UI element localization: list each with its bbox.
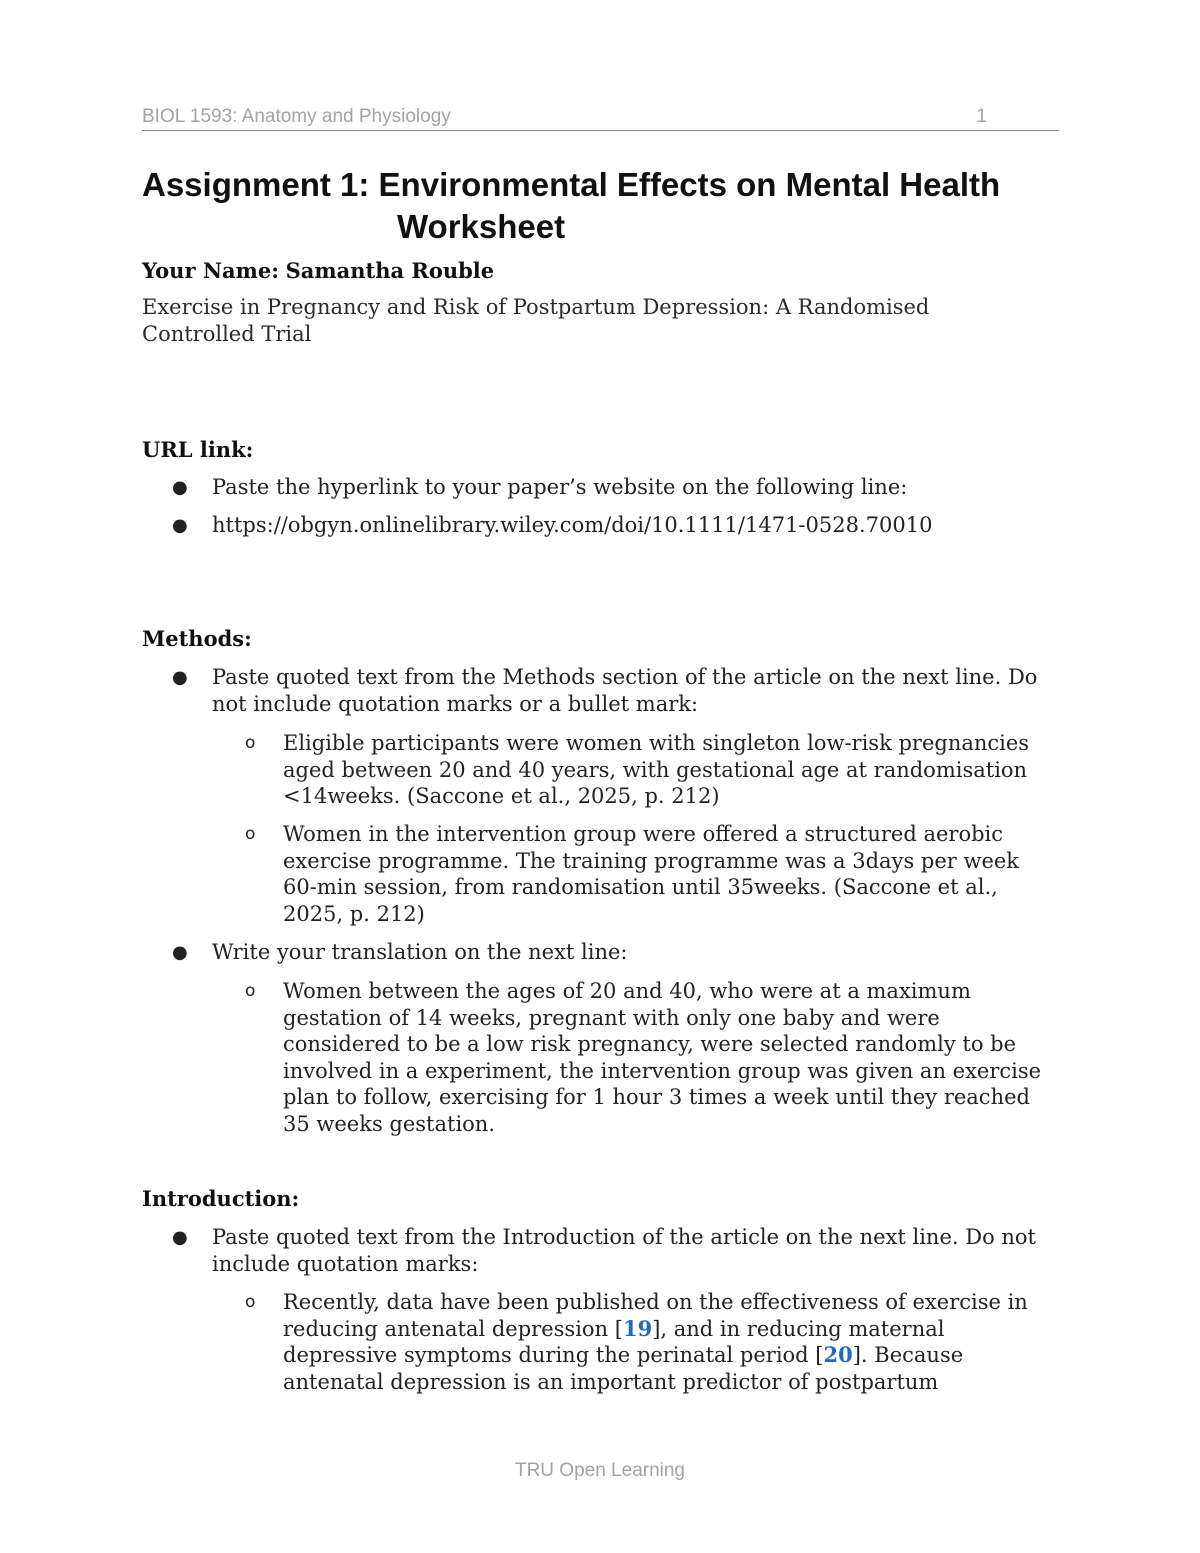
- circle-bullet-icon: o: [245, 824, 256, 844]
- introduction-quote-text: [283, 1289, 1059, 1395]
- bullet-icon: ●: [172, 1227, 188, 1248]
- reference-link-19[interactable]: 19: [622, 1315, 653, 1341]
- quote-part-1: Recently, data have been published on the effectiveness of exercise in reducing antenatal depression [: [283, 1290, 1028, 1341]
- methods-quote-text: Eligible participants were women with singleton low-risk pregnancies aged between 20 and 40 years, with gestational age at randomisation <14weeks. (Saccone et al., 2025, p. 212): [283, 731, 1030, 808]
- quote-part-3: ]. Because antenatal depression is an important predictor of postpartum: [283, 1343, 964, 1394]
- methods-quote-item: [142, 730, 1059, 810]
- paper-title: Exercise in Pregnancy and Risk of Postpartum Depression: A Randomised Controlled Trial: [142, 295, 930, 346]
- page-header: [142, 106, 1059, 131]
- course-name: BIOL 1593: Anatomy and Physiology: [142, 106, 451, 127]
- title-line-1: Assignment 1: Environmental Effects on Mental Health: [142, 166, 1001, 203]
- assignment-title: [142, 164, 1059, 248]
- introduction-quote-item: [142, 1289, 1059, 1395]
- introduction-instruction-item: [142, 1224, 1059, 1278]
- reference-link-20[interactable]: 20: [823, 1342, 853, 1367]
- bullet-icon: ●: [172, 515, 188, 536]
- circle-bullet-icon: o: [245, 981, 256, 1001]
- bullet-icon: ●: [172, 477, 188, 498]
- url-link-item: [142, 512, 1059, 539]
- quote-part-2: ], and in reducing maternal depressive symptoms during the perinatal period [: [283, 1316, 945, 1367]
- circle-bullet-icon: o: [245, 733, 256, 753]
- translation-instruction: Write your translation on the next line:: [212, 940, 628, 964]
- methods-instruction: Paste quoted text from the Methods section of the article on the next line. Do not include quotation marks or a bullet mark:: [212, 665, 1038, 716]
- bullet-icon: ●: [172, 667, 188, 688]
- methods-heading: Methods:: [142, 626, 252, 651]
- url-heading: URL link:: [142, 437, 254, 462]
- url-instruction-item: [142, 474, 1059, 501]
- page-footer: TRU Open Learning: [514, 1460, 686, 1481]
- student-name-value: Samantha Rouble: [285, 258, 495, 283]
- student-name-line: [142, 258, 494, 283]
- methods-quote-item: [142, 821, 1059, 927]
- bullet-icon: ●: [172, 942, 188, 963]
- title-line-2: Worksheet: [397, 208, 566, 245]
- paper-url-link[interactable]: https://obgyn.onlinelibrary.wiley.com/doi/10.1111/1471-0528.70010: [212, 513, 933, 537]
- student-name-label: Your Name:: [142, 258, 279, 283]
- methods-quote-text: Women in the intervention group were offered a structured aerobic exercise programme. The training programme was a 3days per week 60-min session, from randomisation until 35weeks. (Saccone et al., 2025, p. 212): [283, 822, 1020, 926]
- introduction-instruction: Paste quoted text from the Introduction of the article on the next line. Do not include quotation marks:: [212, 1225, 1036, 1276]
- translation-text: Women between the ages of 20 and 40, who were at a maximum gestation of 14 weeks, pregnant with only one baby and were considered to be a low risk pregnancy, were selected randomly to be involved in a experiment, the intervention group was given an exercise plan to follow, exercising for 1 hour 3 times a week until they reached 35 weeks gestation.: [283, 979, 1042, 1136]
- translation-instruction-item: [142, 939, 1059, 966]
- page-number: 1: [976, 106, 987, 127]
- circle-bullet-icon: o: [245, 1292, 256, 1312]
- url-instruction: Paste the hyperlink to your paper’s website on the following line:: [212, 475, 908, 499]
- methods-instruction-item: [142, 664, 1059, 718]
- introduction-heading: Introduction:: [142, 1186, 300, 1211]
- translation-item: [142, 978, 1059, 1137]
